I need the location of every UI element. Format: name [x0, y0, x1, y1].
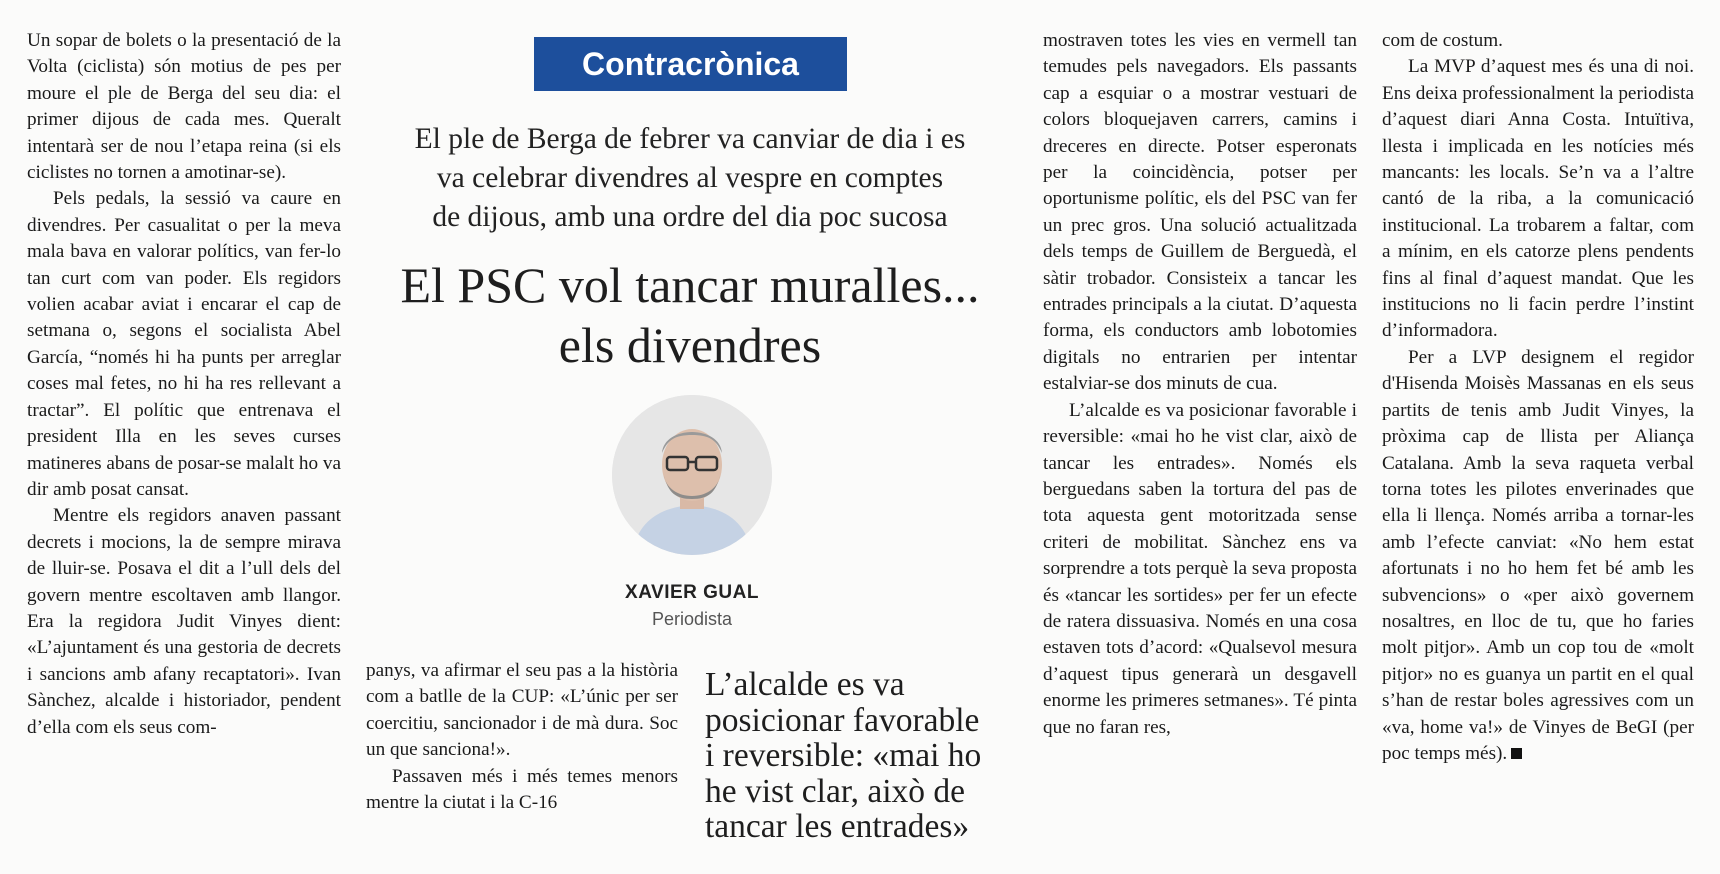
pull-quote-line: tancar les entrades» — [705, 808, 970, 845]
paragraph: Per a LVP designem el regidor d'Hisenda Moisès Massanas en els seus partits de tenis amb Judit Vinyes, la pròxima cap de llista per Aliança Catalana. Amb la seva raqueta verbal torna totes les pilotes enverinades que ella li llença. Només arriba a tornar-les amb l’efecte canviat: «No hem estat afortunats i no ho hem fet bé amb les subvencions» o «per això governem nosaltres, en lloc de tu, que ho faries molt pitjor». Amb un cop tou de «molt pitjor» no es guanya un partit en el qual s’han de restar boles agressives com un «va, home va!» de Vinyes de BeGI (per poc temps més). — [1382, 346, 1694, 764]
subheadline-line: va celebrar divendres al vespre en comptes — [436, 162, 944, 194]
paragraph: La MVP d’aquest mes és una di noi. Ens deixa professionalment la periodista d’aquest diari Anna Costa. Intuïtiva, llesta i implicada en les notícies més mancants: les locals. Se’n va a l’altre cantó de la riba, a la comunicació institucional. La trobarem a faltar, com a mínim, en els catorze plens pendents fins al final d’aquest mandat. Que les institucions no li facin perdre l’instint d’informadora. — [1382, 56, 1694, 342]
paragraph: Passaven més i més temes menors mentre la ciutat i la C-16 — [366, 765, 678, 814]
paragraph: com de costum. — [1382, 30, 1503, 51]
paragraph: mostraven totes les vies en vermell tan temudes pels navegadors. Els passants cap a esquiar o a mostrar vestuari de colors bloquejaven carrers, camins i dreceres en directe. Potser esperonats per la coincidència, potser per oportunisme polític, els del PSC van fer un prec gros. Una solució actualitzada dels temps de Guillem de Berguedà, el sàtir trobador. Consisteix a tancar les entrades principals a la ciutat. D’aquesta forma, els conductors amb lobotomies digitals no entrarien per intentar estalviar-se dos minuts de cua. — [1043, 30, 1357, 395]
author-photo — [612, 395, 772, 555]
paragraph: panys, va afirmar el seu pas a la història com a batlle de la CUP: «L’únic per ser coercitiu, sancionador i de mà dura. Soc un que sanciona!». — [366, 660, 678, 761]
paragraph: Mentre els regidors anaven passant decrets i mocions, la de sempre mirava de lluir-se. Posava el dit a l’ull dels del govern mentre escoltaven amb llangor. Era la regidora Judit Vinyes dient: «L’ajuntament és una gestoria de decrets i sancions amb afany recaptatori». Ivan Sànchez, alcalde i historiador, pendent d’ella com els seus com- — [27, 505, 341, 738]
author-portrait-icon — [612, 395, 772, 555]
paragraph: L’alcalde es va posicionar favorable i reversible: «mai ho he vist clar, això de tancar les entrades». Només els berguedans saben la tortura del pas de tota aquesta gent motoritzada sense criteri de mobilitat. Sànchez ens va sorprendre a tots perquè la seva proposta és «tancar les sortides» per fer un efecte de ratera dissuasiva. Només en una cosa estaven tots d’acord: «Qualsevol mesura d’aquest tipus generarà un desgavell enorme les primeres setmanes». Té pinta que no faran res, — [1043, 399, 1357, 738]
headline-line: els divendres — [558, 317, 822, 373]
author-name: XAVIER GUAL — [625, 582, 759, 603]
article-column-3 — [1043, 28, 1357, 741]
paragraph: Un sopar de bolets o la presentació de la Volta (ciclista) són motius de pes per moure el ple de Berga del seu dia: el primer dijous de cada mes. Queralt intentarà ser de nou l’etapa reina (si els ciclistes no tornen a amotinar-se). — [27, 30, 341, 184]
author-role: Periodista — [651, 609, 733, 629]
subheadline-line: de dijous, amb una ordre del dia poc sucosa — [432, 201, 948, 233]
pull-quote-line: he vist clar, això de — [705, 772, 966, 810]
subheadline — [356, 120, 1024, 237]
paragraph: Pels pedals, la sessió va caure en divendres. Per casualitat o per la meva mala bava en valorar polítics, van fer-lo tan curt com van poder. Els regidors volien acabar aviat i encarar el cap de setmana o, segons el socialista Abel García, “només hi ha punts per arreglar coses mal fetes, no hi ha res rellevant a tractar”. El polític que entrenava el president Illa en les seves curses matineres abans de posar-se malalt ho va dir amb posat cansat. — [27, 188, 341, 500]
pull-quote — [705, 667, 1025, 845]
end-mark-icon — [1511, 748, 1522, 759]
article-column-2 — [366, 658, 678, 816]
article-column-4 — [1382, 28, 1694, 767]
section-kicker: Contracrònica — [534, 37, 847, 91]
pull-quote-line: i reversible: «mai ho — [705, 737, 982, 774]
headline — [356, 255, 1024, 375]
article-column-1 — [27, 28, 341, 741]
subheadline-line: El ple de Berga de febrer va canviar de dia i es — [414, 123, 966, 155]
headline-line: El PSC vol tancar muralles... — [400, 257, 980, 313]
pull-quote-line: L’alcalde es va — [705, 666, 905, 703]
pull-quote-line: posicionar favorable — [705, 701, 980, 739]
